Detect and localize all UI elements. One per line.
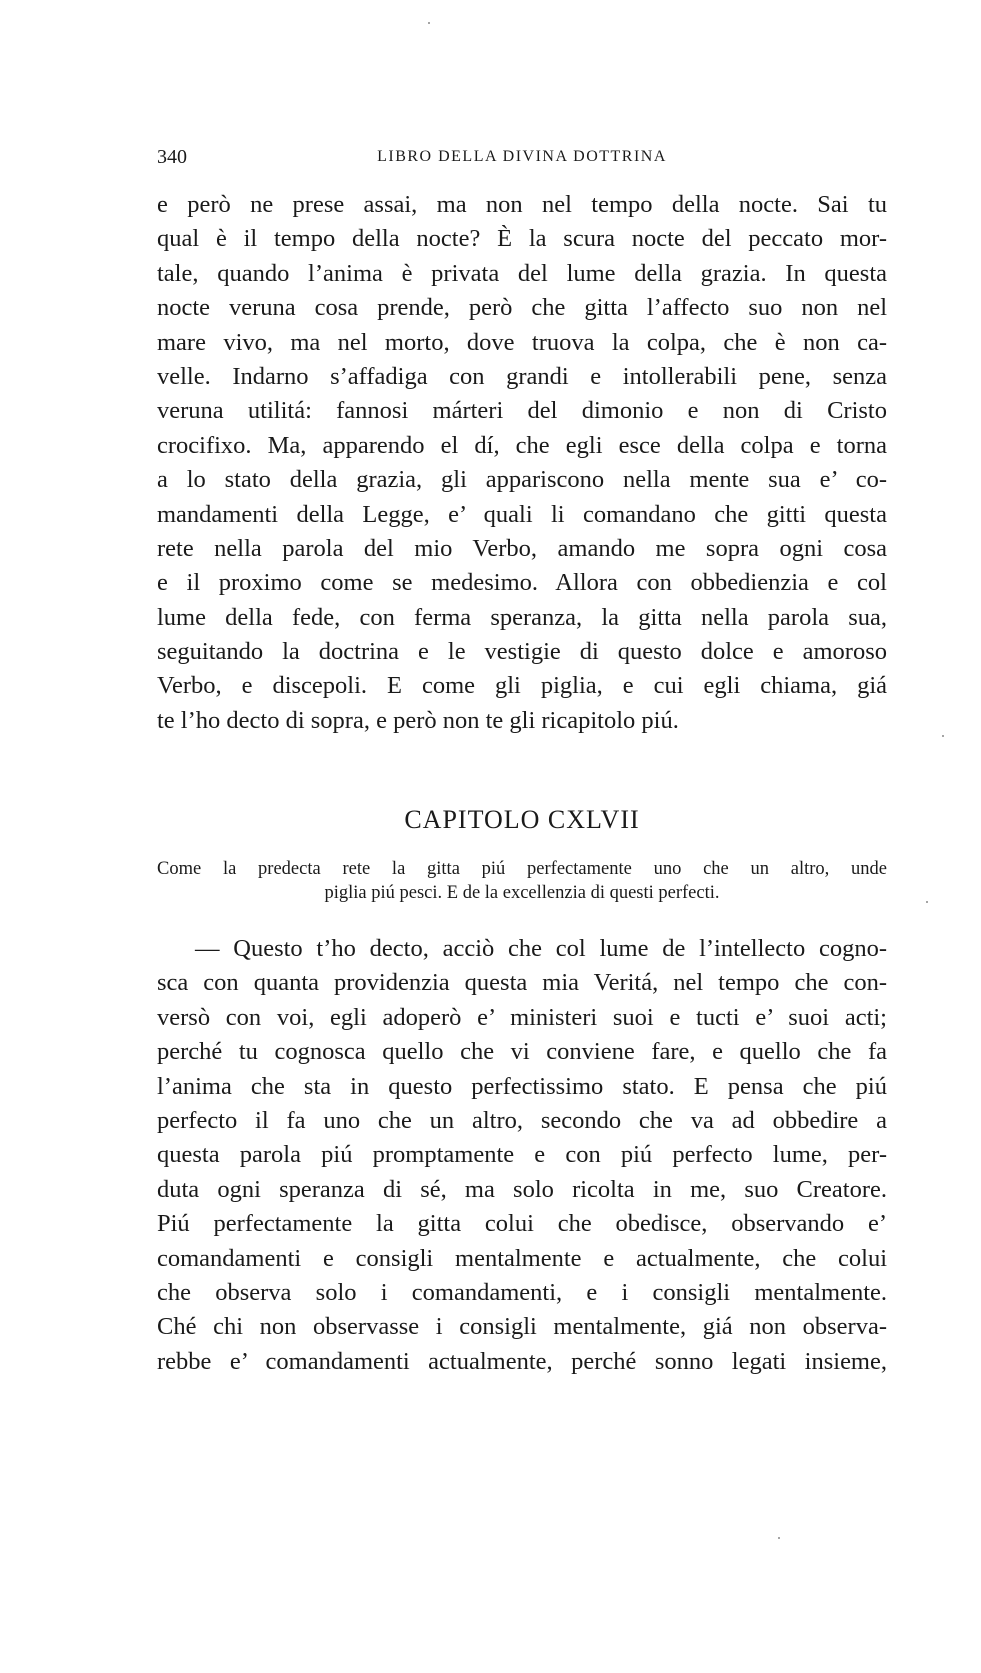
text-line: versò con voi, egli adoperò e’ ministeri suoi e tucti e’ suoi acti; <box>157 1003 887 1031</box>
paper-speck <box>428 22 430 24</box>
text-line: duta ogni speranza di sé, ma solo ricolta in me, suo Creatore. <box>157 1175 887 1203</box>
text-line: tale, quando l’anima è privata del lume della grazia. In questa <box>157 259 887 287</box>
summary-line: Come la predecta rete la gitta piú perfectamente uno che un altro, unde <box>157 859 887 879</box>
text-line: qual è il tempo della nocte? È la scura nocte del peccato mor- <box>157 225 887 253</box>
chapter-title: CAPITOLO CXLVII <box>404 805 640 834</box>
text-line: crocifixo. Ma, apparendo el dí, che egli esce della colpa e torna <box>157 431 887 459</box>
running-head <box>157 146 887 170</box>
text-line: sca con quanta providenzia questa mia Veritá, nel tempo che con- <box>157 969 887 997</box>
text-line: te l’ho decto di sopra, e però non te gli ricapitolo piú. <box>157 706 679 734</box>
text-line: l’anima che sta in questo perfectissimo stato. E pensa che piú <box>157 1072 887 1100</box>
text-line: nocte veruna cosa prende, però che gitta l’affecto suo non nel <box>157 294 887 322</box>
page-number: 340 <box>157 146 187 168</box>
text-line: che observa solo i comandamenti, e i consigli mentalmente. <box>157 1278 887 1306</box>
text-line: a lo stato della grazia, gli appariscono nella mente sua e’ co- <box>157 466 887 494</box>
chapter-summary <box>157 857 887 905</box>
text-line: seguitando la doctrina e le vestigie di questo dolce e amoroso <box>157 638 887 666</box>
paper-speck <box>942 735 944 737</box>
text-line: rete nella parola del mio Verbo, amando me sopra ogni cosa <box>157 534 887 562</box>
paragraph-continuation <box>157 188 887 738</box>
paper-speck <box>778 1537 780 1539</box>
summary-line: piglia piú pesci. E de la excellenzia di questi perfecti. <box>324 883 720 903</box>
text-line: mandamenti della Legge, e’ quali li comandano che gitti questa <box>157 500 887 528</box>
text-line: Verbo, e discepoli. E come gli piglia, e cui egli chiama, giá <box>157 672 887 700</box>
text-line: comandamenti e consigli mentalmente e actualmente, che colui <box>157 1244 887 1272</box>
running-title: LIBRO DELLA DIVINA DOTTRINA <box>377 148 667 165</box>
text-line: velle. Indarno s’affadiga con grandi e intollerabili pene, senza <box>157 362 887 390</box>
text-line: e il proximo come se medesimo. Allora con obbedienzia e col <box>157 569 887 597</box>
text-line: veruna utilitá: fannosi márteri del dimonio e non di Cristo <box>157 397 887 425</box>
chapter-body-paragraph <box>157 932 887 1379</box>
text-line: rebbe e’ comandamenti actualmente, perché sonno legati insieme, <box>157 1347 887 1375</box>
text-line: e però ne prese assai, ma non nel tempo della nocte. Sai tu <box>157 191 887 218</box>
text-line: mare vivo, ma nel morto, dove truova la colpa, che è non ca- <box>157 328 887 356</box>
text-line: Piú perfectamente la gitta colui che obedisce, observando e’ <box>157 1210 887 1238</box>
text-line: lume della fede, con ferma speranza, la gitta nella parola sua, <box>157 603 887 631</box>
text-line: — Questo t’ho decto, acciò che col lume de l’intellecto cogno- <box>195 935 887 962</box>
paper-speck <box>926 901 928 903</box>
text-line: perché tu cognosca quello che vi conviene fare, e quello che fa <box>157 1038 887 1066</box>
text-line: perfecto il fa uno che un altro, secondo che va ad obbedire a <box>157 1106 887 1134</box>
text-line: questa parola piú promptamente e con piú perfecto lume, per- <box>157 1141 887 1169</box>
text-line: Ché chi non observasse i consigli mentalmente, giá non observa- <box>157 1313 887 1341</box>
